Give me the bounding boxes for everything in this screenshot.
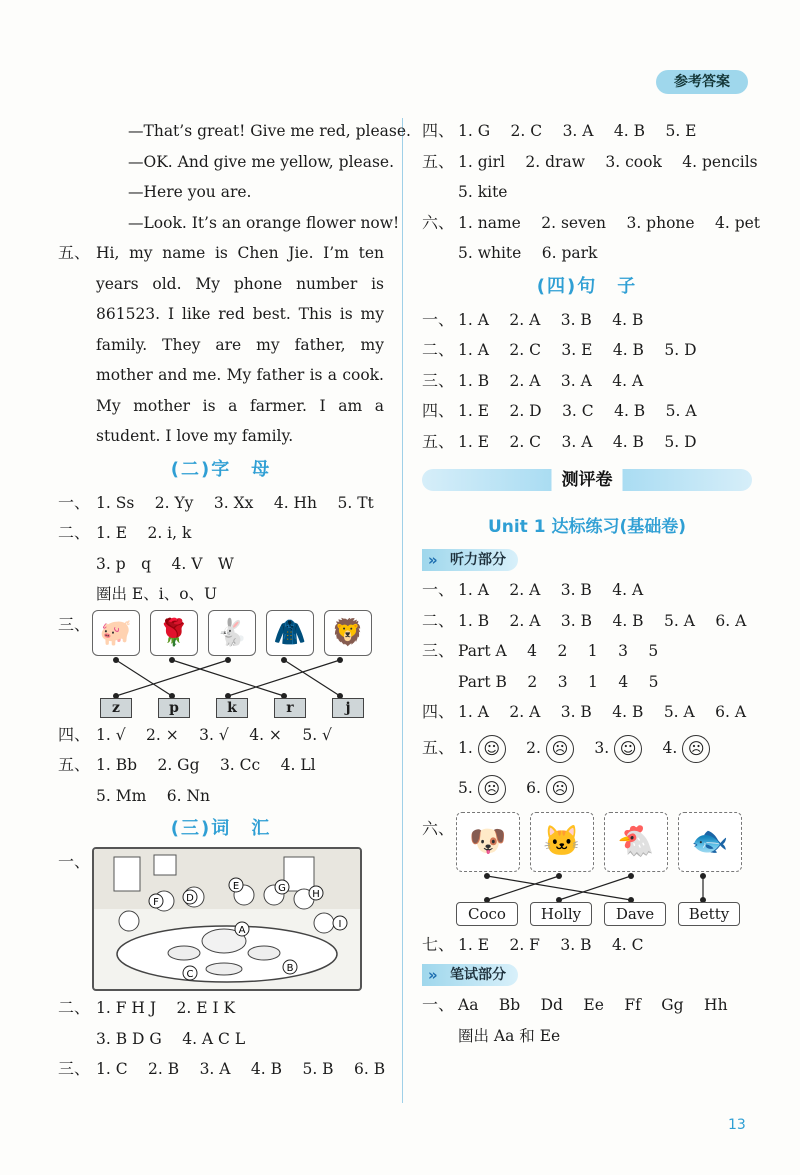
letters-row-6: 四、 1. √ 2. × 3. √ 4. × 5. √ xyxy=(58,724,332,744)
letter-box: k xyxy=(216,698,248,718)
sad-face-icon: ☹ xyxy=(546,775,574,803)
section-lead: 一、 xyxy=(58,852,91,871)
vocab-row-4: 三、 1. C 2. B 3. A 4. B 5. B 6. B xyxy=(58,1059,386,1078)
answer-key-tag: 参考答案 xyxy=(656,70,748,94)
letter-box: r xyxy=(274,698,306,718)
listening-row-3: 三、 Part A 4 2 1 3 5 xyxy=(422,641,659,660)
sentences-row-5: 五、 1. E 2. C 3. A 4. B 5. D xyxy=(422,431,697,451)
faces-row-2: 5. ☹ 6. ☹ xyxy=(422,768,752,808)
family-dinner-illustration xyxy=(92,847,362,991)
listening-row-5: 四、 1. A 2. A 3. B 4. B 5. A 6. A xyxy=(422,702,747,721)
scene-label: F xyxy=(153,897,159,908)
pets-row xyxy=(456,812,742,872)
fish-picture: 🐟 xyxy=(678,812,742,872)
dialog-line-2: —OK. And give me yellow, please. xyxy=(128,152,395,171)
arrow-icon: » xyxy=(428,551,438,569)
section-lead: 六、 xyxy=(422,818,455,838)
listening-row-4: Part B 2 3 1 4 5 xyxy=(458,672,659,691)
letters-row-1: 一、 1. Ss 2. Yy 3. Xx 4. Hh 5. Tt xyxy=(58,492,374,512)
letters-row-3: 3. p q 4. V W xyxy=(96,554,234,573)
dialog-line-3: —Here you are. xyxy=(128,183,252,201)
smiling-face-icon: ☺ xyxy=(614,735,642,763)
scene-label: G xyxy=(278,883,286,894)
banner-title: 测评卷 xyxy=(552,465,623,495)
sad-face-icon: ☹ xyxy=(546,735,574,763)
right-row-5: 5. white 6. park xyxy=(458,244,598,262)
scene-label: A xyxy=(238,925,246,936)
writing-row-1: 一、 Aa Bb Dd Ee Ff Gg Hh xyxy=(422,995,728,1014)
letters-row-7: 五、 1. Bb 2. Gg 3. Cc 4. Ll xyxy=(58,755,316,774)
right-row-1: 四、 1. G 2. C 3. A 4. B 5. E xyxy=(422,121,697,140)
letters-row-2: 二、 1. E 2. i, k xyxy=(58,523,192,542)
sentences-row-2: 二、 1. A 2. C 3. E 4. B 5. D xyxy=(422,340,697,359)
listening-row-2: 二、 1. B 2. A 3. B 4. B 5. A 6. A xyxy=(422,610,747,630)
letters-row-8: 5. Mm 6. Nn xyxy=(96,786,210,805)
test-paper-banner xyxy=(422,469,752,491)
jacket-picture: 🧥 xyxy=(266,610,314,656)
sentences-row-3: 三、 1. B 2. A 3. A 4. A xyxy=(422,370,644,390)
faces-row-1: 五、 1. ☺ 2. ☹ 3. ☺ 4. ☹ xyxy=(422,728,752,768)
section-title-vocabulary: (三)词 汇 xyxy=(170,818,272,839)
pig-picture: 🐖 xyxy=(92,610,140,656)
scene-label: C xyxy=(186,969,194,980)
column-divider xyxy=(402,118,403,1103)
name-boxes xyxy=(456,902,740,926)
arrow-icon: » xyxy=(428,966,438,984)
section-lead: 三、 xyxy=(58,614,91,634)
section-title-letters: (二)字 母 xyxy=(170,458,272,480)
picture-row xyxy=(92,610,372,656)
sentences-row-4: 四、 1. E 2. D 3. C 4. B 5. A xyxy=(422,401,697,420)
bird-picture: 🐔 xyxy=(604,812,668,872)
smiling-face-icon: ☺ xyxy=(478,735,506,763)
right-row-4: 六、 1. name 2. seven 3. phone 4. pet xyxy=(422,212,761,232)
letter-boxes xyxy=(100,698,364,718)
vocab-row-2: 二、 1. F H J 2. E I K xyxy=(58,998,236,1017)
flower-picture: 🌹 xyxy=(150,610,198,656)
zoo-picture: 🦁 xyxy=(324,610,372,656)
section-title-sentences: (四)句 子 xyxy=(536,275,638,297)
sad-face-icon: ☹ xyxy=(682,735,710,763)
cat-picture: 🐱 xyxy=(530,812,594,872)
left-column xyxy=(58,116,411,1085)
vocab-row-3: 3. B D G 4. A C L xyxy=(96,1029,246,1048)
sad-face-icon: ☹ xyxy=(478,775,506,803)
writing-row-2: 圈出 Aa 和 Ee xyxy=(458,1026,561,1045)
passage-block xyxy=(58,238,384,452)
match-pictures-block xyxy=(58,610,384,720)
listening-tag: » 听力部分 xyxy=(422,549,518,571)
name-box: Dave xyxy=(604,902,666,926)
match-lines xyxy=(92,656,372,700)
letter-box: j xyxy=(332,698,364,718)
family-scene-block xyxy=(58,847,384,993)
page-number: 13 xyxy=(728,1117,746,1133)
scene-label: E xyxy=(232,881,240,892)
scene-label: I xyxy=(338,919,342,930)
scene-label: H xyxy=(312,889,320,900)
unit-title: Unit 1 达标练习(基础卷) xyxy=(487,517,687,537)
letter-box: z xyxy=(100,698,132,718)
name-box: Holly xyxy=(530,902,592,926)
listening-row-8: 七、 1. E 2. F 3. B 4. C xyxy=(422,934,644,954)
dog-picture: 🐶 xyxy=(456,812,520,872)
dialog-line-4: —Look. It’s an orange flower now! xyxy=(128,213,400,232)
scene-label: B xyxy=(286,963,294,974)
sentences-row-1: 一、 1. A 2. A 3. B 4. B xyxy=(422,309,644,329)
listening-row-1: 一、 1. A 2. A 3. B 4. A xyxy=(422,580,644,599)
passage-text: Hi, my name is Chen Jie. I’m ten years old. My phone number is 861523. I like red best. This is my family. They are my father, my mother and me. My father is a cook. My mother is a farmer. I am a student. I love my family. xyxy=(96,244,384,445)
rabbit-picture: 🐇 xyxy=(208,610,256,656)
name-box: Betty xyxy=(678,902,740,926)
letters-row-4: 圈出 E、i、o、U xyxy=(96,585,218,603)
section-lead: 五、 xyxy=(58,243,91,262)
pets-match-block xyxy=(422,812,752,930)
letter-box: p xyxy=(158,698,190,718)
pets-match-lines xyxy=(456,872,746,904)
right-row-3: 5. kite xyxy=(458,183,508,201)
name-box: Coco xyxy=(456,902,518,926)
dialog-line-1: —That’s great! Give me red, please. xyxy=(128,122,411,140)
writing-tag: » 笔试部分 xyxy=(422,964,518,986)
scene-label: D xyxy=(186,893,194,904)
right-column xyxy=(422,116,761,1051)
family-dinner-drawing xyxy=(94,849,360,989)
right-row-2: 五、 1. girl 2. draw 3. cook 4. pencils xyxy=(422,151,758,171)
